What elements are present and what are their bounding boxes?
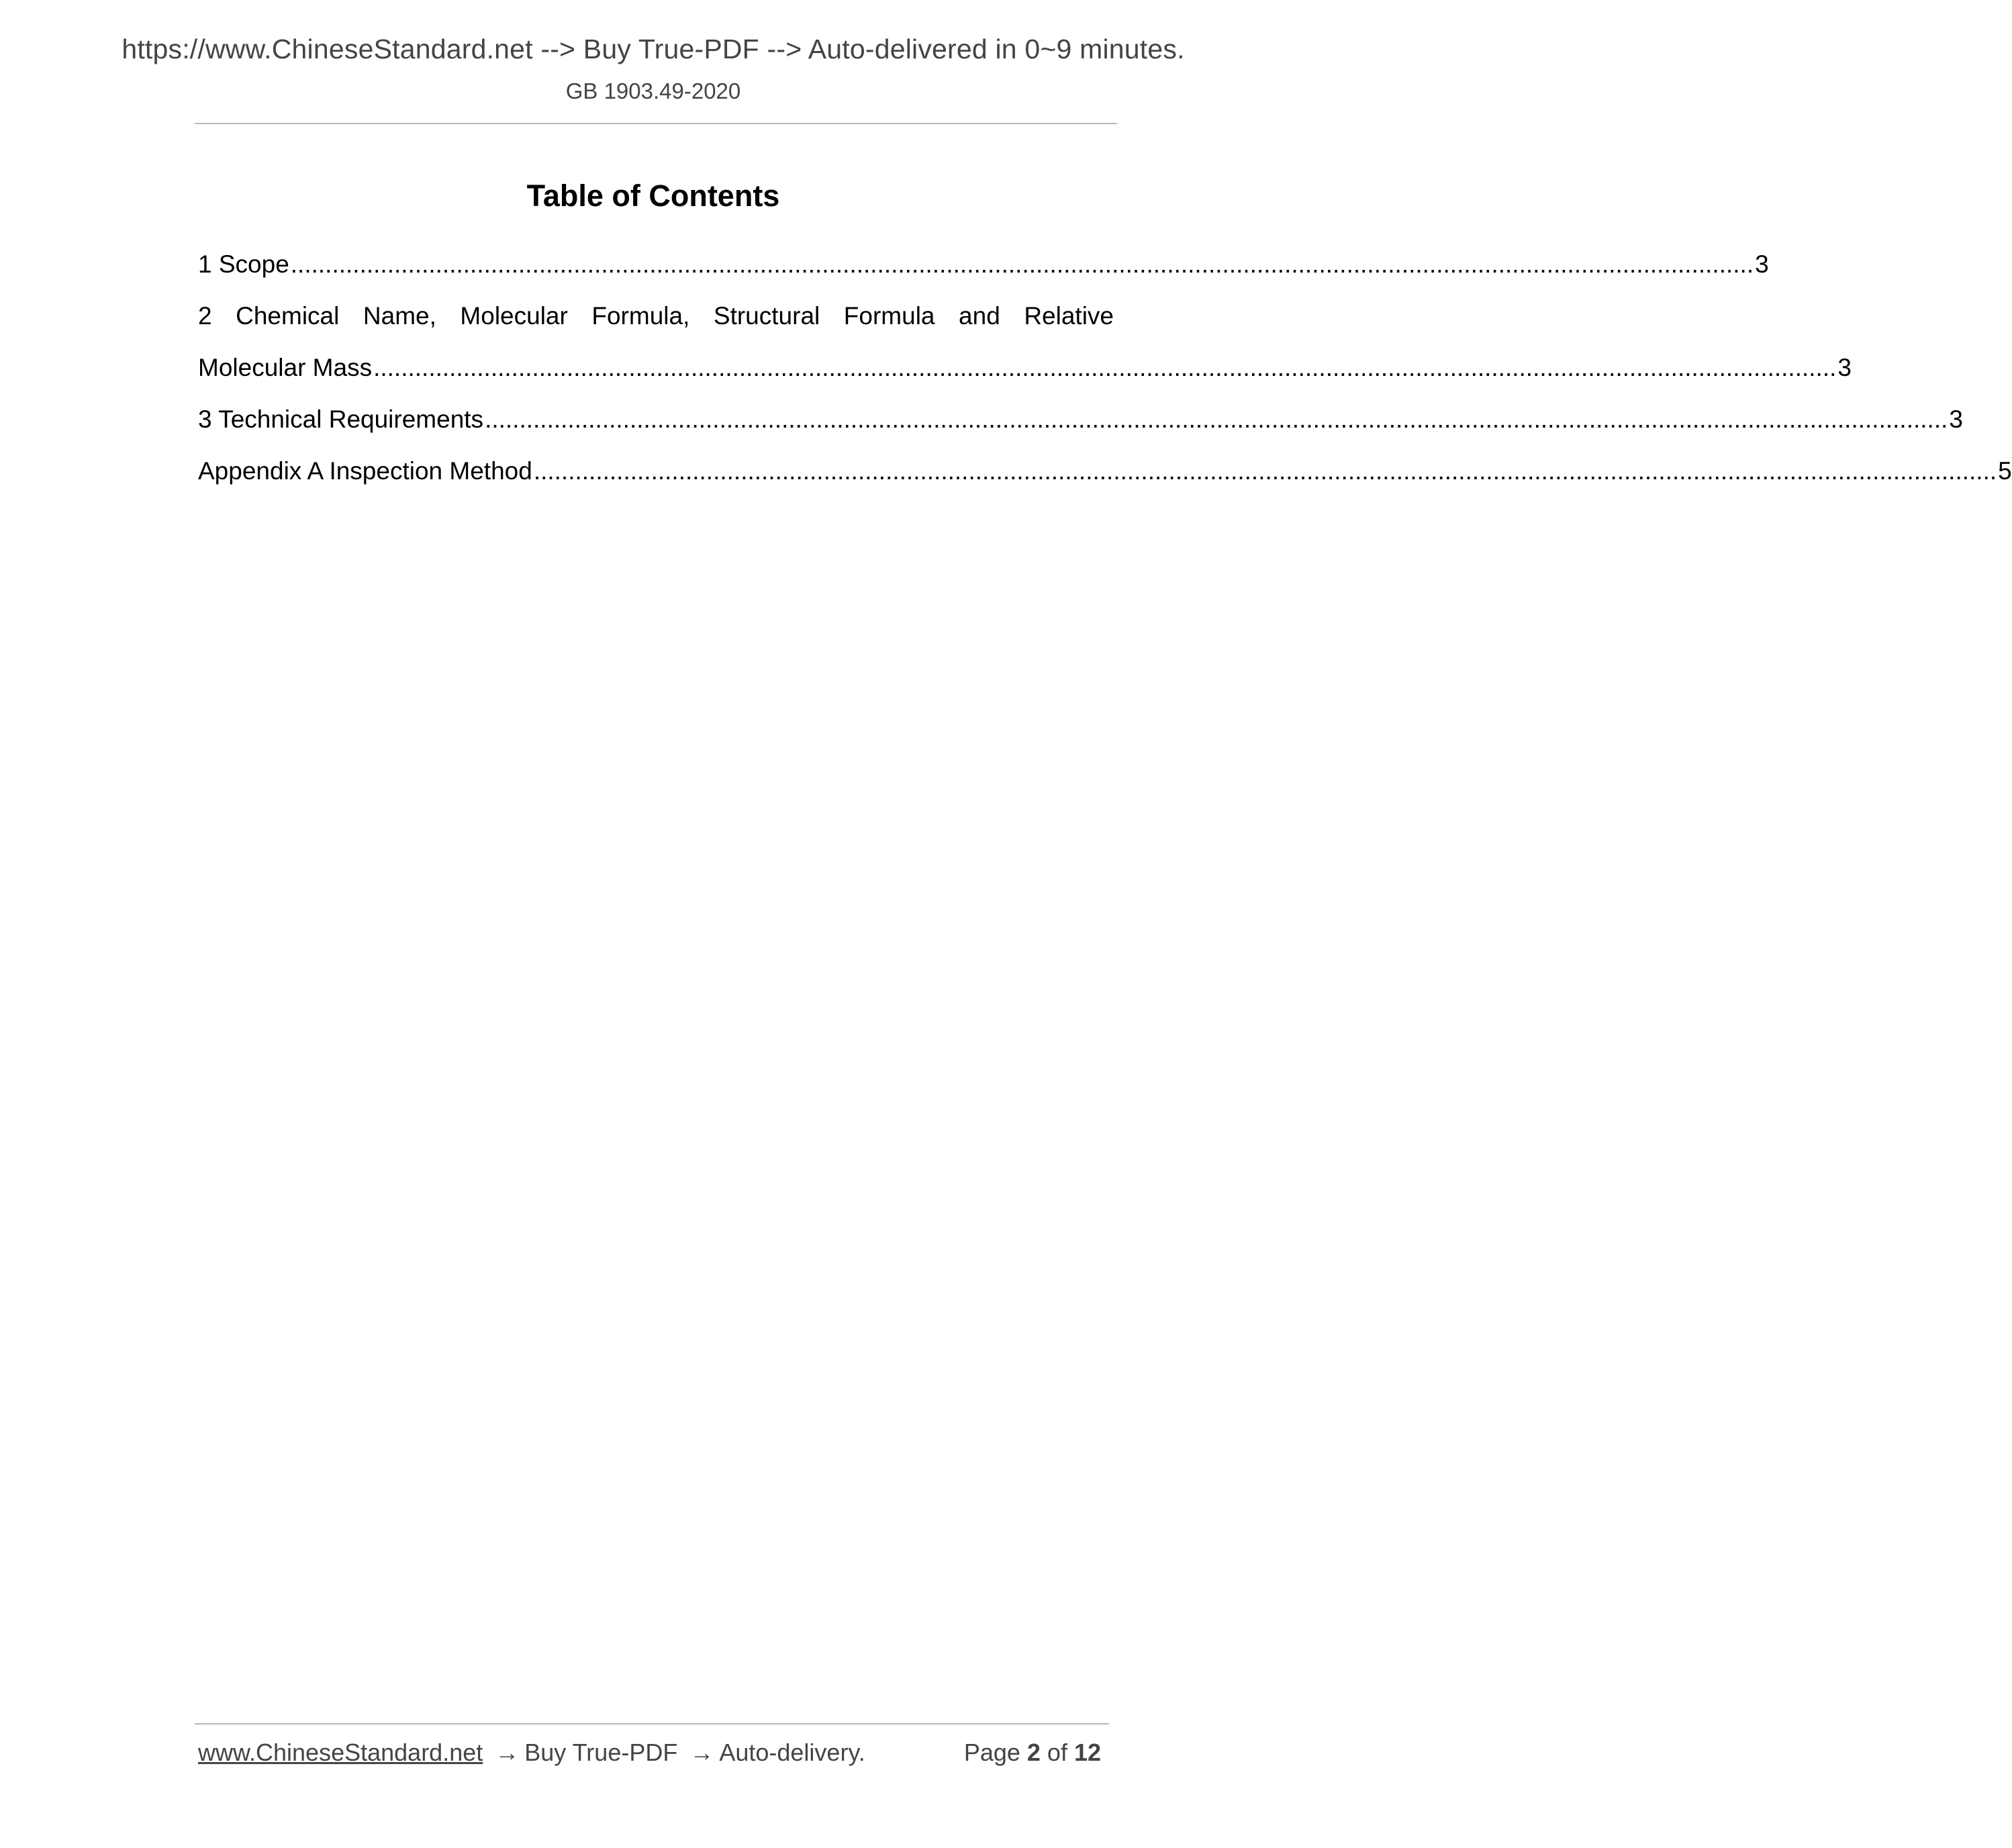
- toc-title: Table of Contents: [526, 179, 780, 213]
- toc-entry-label: 1 Scope: [198, 250, 289, 278]
- toc-entry-page: 3: [1755, 250, 1769, 278]
- toc-word: Relative: [1024, 302, 1114, 330]
- page-number: [964, 1739, 1108, 1767]
- footer-left: [198, 1739, 865, 1767]
- document-code: GB 1903.49-2020: [565, 79, 741, 103]
- page-word: Page: [963, 1739, 1020, 1766]
- toc-entry-technical-requirements[interactable]: [198, 393, 1963, 445]
- current-page: 2: [1026, 1739, 1041, 1766]
- dot-leader: ....................................................................................................................................................................................................................: [533, 457, 1997, 485]
- toc-word: Formula,: [591, 302, 690, 330]
- header-divider: [195, 123, 1117, 124]
- website-link[interactable]: www.ChineseStandard.net: [198, 1739, 483, 1766]
- dot-leader: ....................................................................................................................................................................................................................: [290, 250, 1754, 278]
- toc-entry-page: 5: [1998, 457, 2012, 485]
- toc-word: Chemical: [236, 302, 340, 330]
- total-pages: 12: [1073, 1739, 1101, 1766]
- toc-word: Formula: [843, 302, 935, 330]
- table-of-contents: [198, 238, 2012, 497]
- toc-entry-page: 3: [1837, 354, 1852, 381]
- of-word: of: [1047, 1739, 1067, 1766]
- toc-word: Structural: [713, 302, 820, 330]
- dot-leader: ....................................................................................................................................................................................................................: [373, 354, 1837, 381]
- footer-divider: [195, 1723, 1109, 1724]
- buy-true-pdf-text: Buy True-PDF: [524, 1739, 678, 1766]
- toc-entry-scope[interactable]: [198, 238, 1769, 290]
- toc-word: Molecular: [460, 302, 568, 330]
- auto-delivery-text: Auto-delivery.: [719, 1739, 865, 1766]
- toc-entry-page: 3: [1949, 405, 1963, 433]
- arrow-right-icon: →: [495, 1739, 520, 1766]
- toc-entry-chemical-name[interactable]: [198, 290, 1114, 342]
- dot-leader: ....................................................................................................................................................................................................................: [485, 405, 1948, 433]
- toc-entry-label: Appendix A Inspection Method: [198, 457, 532, 485]
- toc-word: 2: [198, 302, 212, 330]
- arrow-right-icon: →: [689, 1739, 714, 1766]
- toc-word: and: [959, 302, 1000, 330]
- toc-entry-chemical-name-continuation[interactable]: [198, 342, 1852, 393]
- page-footer: [198, 1739, 1108, 1767]
- toc-entry-label: 3 Technical Requirements: [198, 405, 484, 433]
- toc-word: Name,: [363, 302, 436, 330]
- source-banner: https://www.ChineseStandard.net --> Buy True-PDF --> Auto-delivered in 0~9 minutes.: [122, 34, 1185, 64]
- toc-entry-appendix-a[interactable]: [198, 445, 2012, 497]
- toc-entry-label: Molecular Mass: [198, 354, 373, 381]
